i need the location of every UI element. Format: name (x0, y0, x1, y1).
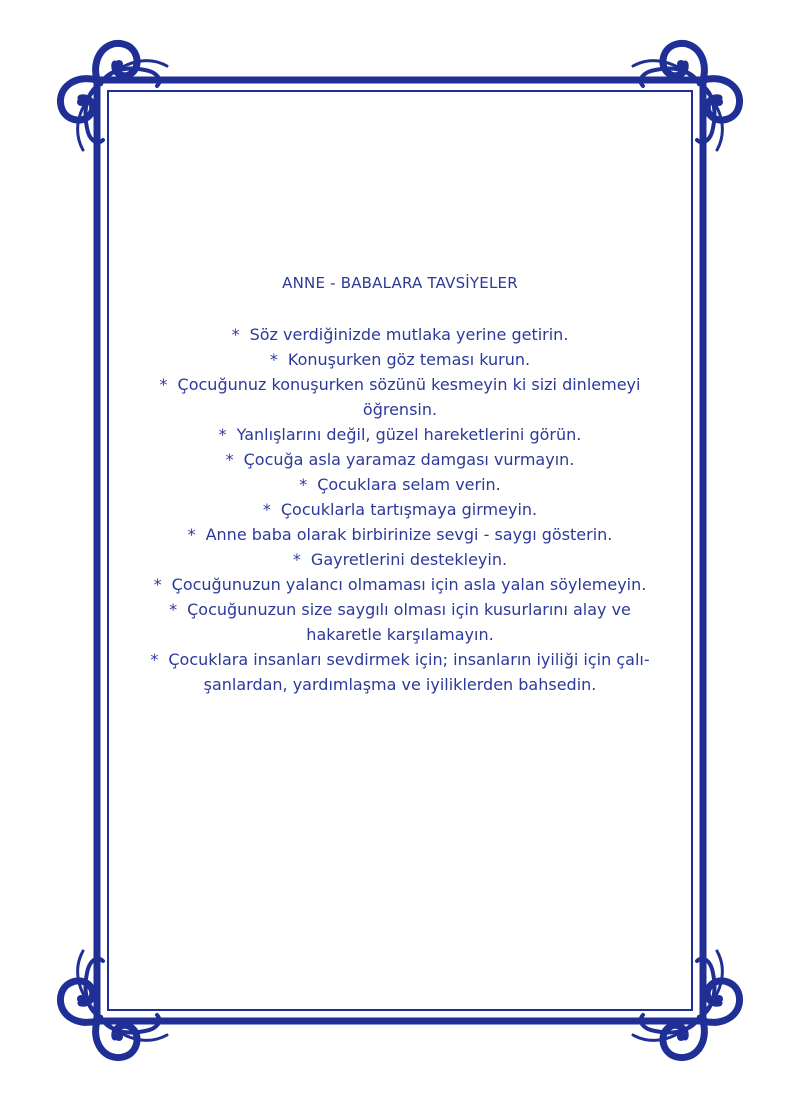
list-item (130, 347, 670, 372)
list-item (130, 547, 670, 572)
tip-text: Çocuklara insanları sevdirmek için; insanların iyiliği için çalı-şanlardan, yardımlaşma ve iyiliklerden bahsedin. (168, 650, 650, 694)
tip-text: Konuşurken göz teması kurun. (287, 350, 531, 369)
bullet-star: * (150, 650, 159, 669)
document-content (130, 272, 670, 697)
document-title: ANNE - BABALARA TAVSİYELER (282, 274, 518, 292)
tip-text: Çocuklarla tartışmaya girmeyin. (280, 500, 538, 519)
bullet-star: * (187, 525, 196, 544)
list-item (130, 422, 670, 447)
tip-text: Çocuğunuzun size saygılı olması için kusurlarını alay ve hakaretle karşılamayın. (187, 600, 631, 644)
corner-ornament-top-right (633, 43, 740, 150)
corner-ornament-bottom-left (60, 951, 167, 1058)
list-item (130, 522, 670, 547)
corner-ornament-top-left (60, 43, 167, 150)
tip-text: Çocuğunuzun yalancı olmaması için asla yalan söylemeyin. (171, 575, 647, 594)
bullet-star: * (231, 325, 240, 344)
tip-text: Çocuklara selam verin. (317, 475, 501, 494)
corner-ornament-bottom-right (633, 951, 740, 1058)
bullet-star: * (159, 375, 168, 394)
list-item (130, 447, 670, 472)
bullet-star: * (218, 425, 227, 444)
bullet-star: * (262, 500, 271, 519)
tips-list (130, 322, 670, 697)
bullet-star: * (225, 450, 234, 469)
tip-text: Anne baba olarak birbirinize sevgi - saygı gösterin. (205, 525, 613, 544)
bullet-star: * (153, 575, 162, 594)
list-item (130, 647, 670, 697)
list-item (130, 372, 670, 422)
bullet-star: * (292, 550, 301, 569)
list-item (130, 497, 670, 522)
tip-text: Söz verdiğinizde mutlaka yerine getirin. (249, 325, 569, 344)
tip-text: Çocuğunuz konuşurken sözünü kesmeyin ki sizi dinlemeyi öğrensin. (177, 375, 641, 419)
bullet-star: * (169, 600, 178, 619)
tip-text: Çocuğa asla yaramaz damgası vurmayın. (243, 450, 575, 469)
list-item (130, 472, 670, 497)
bullet-star: * (299, 475, 308, 494)
bullet-star: * (269, 350, 278, 369)
list-item (130, 572, 670, 597)
list-item (130, 322, 670, 347)
tip-text: Yanlışlarını değil, güzel hareketlerini görün. (236, 425, 582, 444)
tip-text: Gayretlerini destekleyin. (310, 550, 508, 569)
list-item (130, 597, 670, 647)
